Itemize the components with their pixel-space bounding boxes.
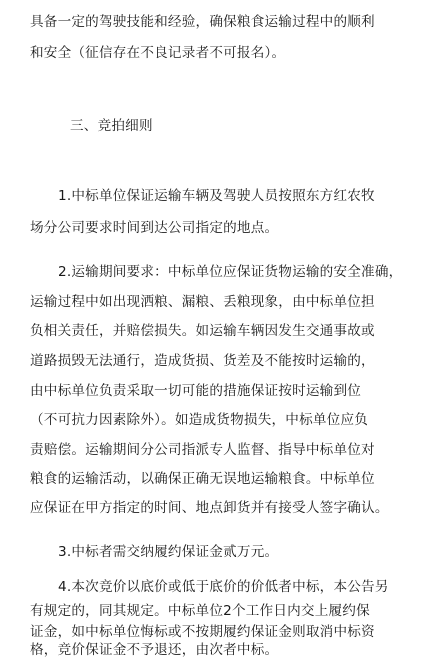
item-2-line-2: 运输过程中如出现洒粮、漏粮、丢粮现象，由中标单位担 xyxy=(30,294,375,310)
section-heading: 三、竞拍细则 xyxy=(70,118,153,134)
item-2-line-5: 由中标单位负责采取一切可能的措施保证按时运输到位 xyxy=(30,383,362,399)
item-2-line-7: 责赔偿。运输期间分公司指派专人监督、指导中标单位对 xyxy=(30,442,375,458)
item-2-line-3: 负相关责任，并赔偿损失。如运输车辆因发生交通事故或 xyxy=(30,323,375,339)
item-4-line-3: 证金，如中标单位悔标或不按期履约保证金则取消中标资 xyxy=(30,624,375,640)
item-2-line-9: 应保证在甲方指定的时间、地点卸货并有接受人签字确认。 xyxy=(30,500,389,516)
item-1-line-2: 场分公司要求时间到达公司指定的地点。 xyxy=(30,220,279,236)
intro-line-2: 和安全（征信存在不良记录者不可报名）。 xyxy=(30,45,286,61)
intro-line-1: 具备一定的驾驶技能和经验，确保粮食运输过程中的顺利 xyxy=(30,14,375,30)
item-2-line-8: 粮食的运输活动，以确保正确无误地运输粮食。中标单位 xyxy=(30,471,375,487)
item-1-line-1: 1.中标单位保证运输车辆及驾驶人员按照东方红农牧 xyxy=(58,188,375,204)
item-2-line-6: （不可抗力因素除外）。如造成货物损失，中标单位应负 xyxy=(30,412,369,428)
item-4-line-4: 格，竞价保证金不予退还，由次者中标。 xyxy=(30,642,279,658)
item-2-line-1: 2.运输期间要求：中标单位应保证货物运输的安全准确， xyxy=(58,264,403,280)
item-4-line-2: 有规定的，同其规定。中标单位2个工作日内交上履约保 xyxy=(30,603,370,619)
item-2-line-4: 道路损毁无法通行，造成货损、货差及不能按时运输的， xyxy=(30,353,375,369)
item-3-line-1: 3.中标者需交纳履约保证金贰万元。 xyxy=(58,544,279,560)
item-4-line-1: 4.本次竞价以底价或低于底价的价低者中标，本公告另 xyxy=(58,579,389,595)
